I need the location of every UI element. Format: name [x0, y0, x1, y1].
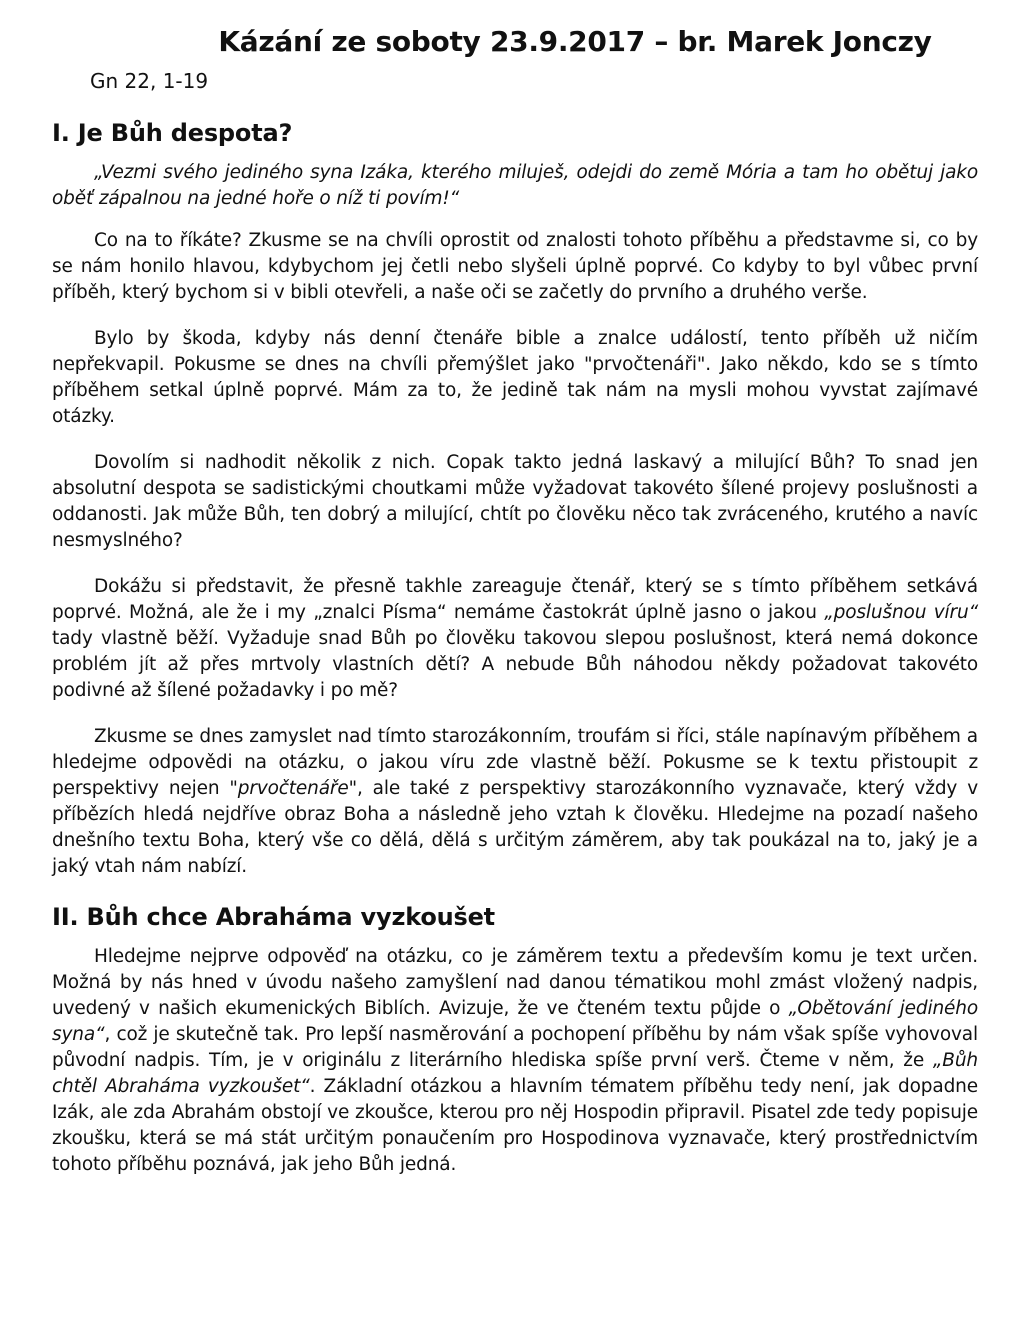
paragraph [52, 724, 978, 880]
paragraph-text: ", ale také z perspektivy starozákonního vyznavače, který vždy v příbězích hledá nejdříve obraz Boha a následně jeho vztah k člověku. Hledejme na pozadí našeho dnešního textu Boha, který vše co dělá, dělá s určitým záměrem, aby tak poukázal na to, jaký je a jaký vtah nám nabízí. [52, 778, 978, 877]
paragraph-text: , což je skutečně tak. Pro lepší nasměrování a pochopení příběhu by nám však spíše vyhovoval původní nadpis. Tím, je v originálu z literárního hlediska spíše první verš. Čteme v něm, že [52, 1024, 978, 1071]
section-heading-2: II. Bůh chce Abraháma vyzkoušet [52, 903, 495, 931]
page-title: Kázání ze soboty 23.9.2017 – br. Marek Jonczy [218, 25, 932, 58]
section-heading-1: I. Je Bůh despota? [52, 119, 293, 147]
emphasis-text: „Obětování jediného syna“ [52, 998, 978, 1045]
scripture-reference: Gn 22, 1-19 [90, 69, 209, 93]
paragraph: Dovolím si nadhodit několik z nich. Copak takto jedná laskavý a milující Bůh? To snad jen absolutní despota se sadistickými choutkami může vyžadovat takovéto šílené projevy poslušnosti a oddanosti. Jak může Bůh, ten dobrý a milující, chtít po člověku něco tak zvráceného, krutého a navíc nesmyslného? [52, 452, 978, 551]
paragraph-text: Zkusme se dnes zamyslet nad tímto starozákonním, troufám si říci, stále napínavým příběhem a hledejme odpovědi na otázku, o jakou víru zde vlastně běží. Pokusme se k textu přistoupit z perspektivy nejen " [52, 726, 978, 799]
paragraph-text: Dokážu si představit, že přesně takhle zareaguje čtenář, který se s tímto příběhem setkává poprvé. Možná, ale že i my „znalci Písma“ nemáme častokrát úplně jasno o jakou [52, 576, 978, 623]
paragraph: Bylo by škoda, kdyby nás denní čtenáře bible a znalce událostí, tento příběh už ničím nepřekvapil. Pokusme se dnes na chvíli přemýšlet jako "prvočtenáři". Jako někdo, kdo se s tímto příběhem setkal úplně poprvé. Mám za to, že jedině tak nám na mysli mohou vyvstat zajímavé otázky. [52, 328, 978, 427]
paragraph-text: . Základní otázkou a hlavním tématem příběhu tedy není, jak dopadne Izák, ale zda Abrahám obstojí ve zkoušce, kterou pro něj Hospodin připravil. Pisatel zde tedy popisuje zkoušku, která se má stát určitým ponaučením pro Hospodinova vyznavače, který prostřednictvím tohoto příběhu poznává, jak jeho Bůh jedná. [52, 1076, 978, 1175]
scripture-quote: „Vezmi svého jediného syna Izáka, kterého miluješ, odejdi do země Mória a tam ho obětuj jako oběť zápalnou na jedné hoře o níž ti povím!“ [52, 162, 978, 209]
paragraph [52, 574, 978, 704]
emphasis-text: „poslušnou víru“ [824, 602, 979, 623]
document-page [52, 22, 978, 1198]
paragraph: Co na to říkáte? Zkusme se na chvíli oprostit od znalosti tohoto příběhu a představme si, co by se nám honilo hlavou, kdybychom jej četli nebo slyšeli úplně poprvé. Co kdyby to byl vůbec první příběh, který bychom si v bibli otevřeli, a naše oči se začetly do prvního a druhého verše. [52, 230, 978, 303]
emphasis-text: prvočtenáře [237, 778, 349, 799]
paragraph-text: tady vlastně běží. Vyžaduje snad Bůh po člověku takovou slepou poslušnost, která nemá dokonce problém jít až přes mrtvoly vlastních dětí? A nebude Bůh náhodou někdy požadovat takovéto podivné až šílené požadavky i po mě? [52, 628, 978, 701]
paragraph [52, 944, 978, 1178]
paragraph-text: Hledejme nejprve odpověď na otázku, co je záměrem textu a především komu je text určen. Možná by nás hned v úvodu našeho zamyšlení nad danou tématikou mohl zmást vložený nadpis, uvedený v našich ekumenických Biblích. Avizuje, že ve čteném textu půjde o [52, 946, 978, 1019]
emphasis-text: „Bůh chtěl Abraháma vyzkoušet“ [52, 1050, 978, 1097]
